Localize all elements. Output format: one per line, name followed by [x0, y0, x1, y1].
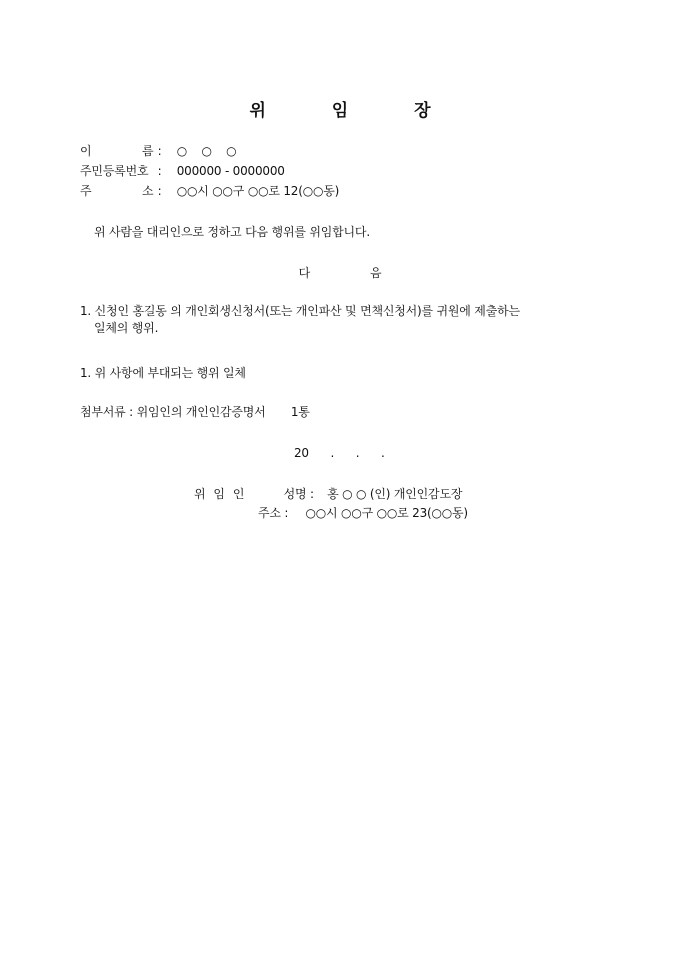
- address-label: 주 소: [80, 184, 154, 198]
- delegation-statement: 위 사람을 대리인으로 정하고 다음 행위를 위임합니다.: [94, 225, 370, 239]
- item-1: [80, 303, 610, 337]
- document-title: 위 임 장: [249, 101, 461, 121]
- item-2: 1. 위 사항에 부대되는 행위 일체: [80, 366, 246, 380]
- item-1-line-2: 일체의 행위.: [94, 321, 159, 335]
- address-value: ○○시 ○○구 ○○로 12(○○동): [176, 184, 340, 198]
- delegator-address-row: [258, 504, 468, 521]
- signature-row: [194, 485, 462, 502]
- name-colon: :: [157, 144, 162, 158]
- address-row: [80, 183, 339, 199]
- delegator-label: 위 임 인: [194, 487, 247, 501]
- rrn-value: 000000 - 0000000: [176, 164, 285, 178]
- name-row: [80, 143, 236, 159]
- item-1-line-1: 1. 신청인 홍길동 의 개인회생신청서(또는 개인파산 및 면책신청서)를 귀원에 제출하는: [80, 304, 520, 318]
- delegator-address-label: 주소 :: [258, 506, 289, 520]
- rrn-row: [80, 163, 285, 179]
- attachment-line: 첨부서류 : 위임인의 개인인감증명서 1통: [80, 405, 310, 419]
- name-value: ○ ○ ○: [176, 144, 237, 158]
- rrn-label: 주민등록번호: [80, 164, 149, 178]
- date-line: 20 . . .: [294, 446, 385, 460]
- delegator-address-value: ○○시 ○○구 ○○로 23(○○동): [305, 506, 468, 520]
- name-label: 이 름: [80, 144, 154, 158]
- signature-label: 성명 :: [283, 487, 314, 501]
- address-colon: :: [157, 184, 162, 198]
- signature-value: 홍 ○ ○ (인) 개인인감도장: [327, 487, 463, 501]
- rrn-colon: :: [157, 164, 162, 178]
- section-heading: 다 음: [298, 266, 382, 280]
